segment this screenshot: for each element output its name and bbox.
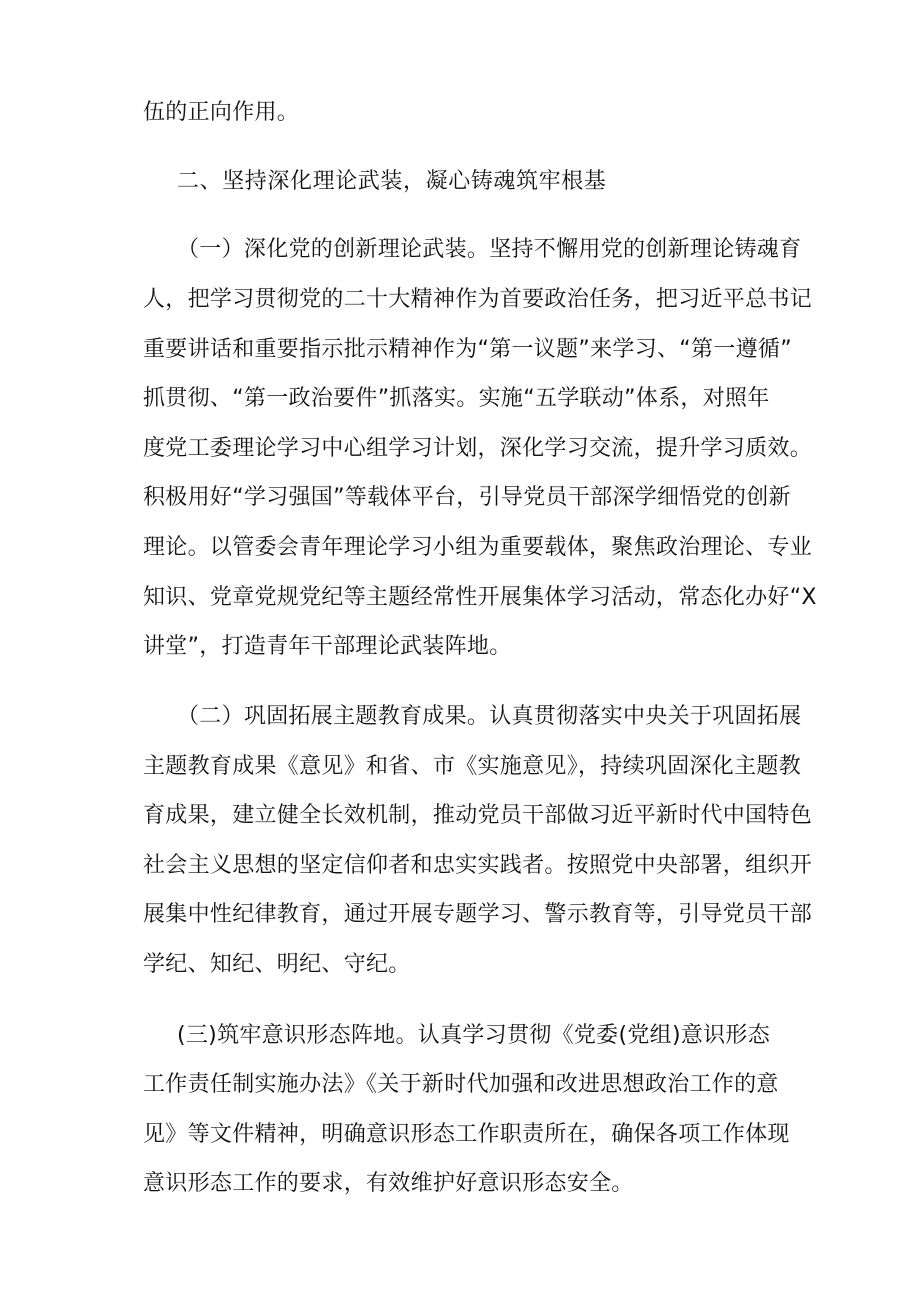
section-heading: 二、坚持深化理论武装，凝心铸魂筑牢根基	[177, 169, 607, 194]
text-line: 伍的正向作用。	[143, 100, 300, 125]
paragraph-1-line: 重要讲话和重要指示批示精神作为“第一议题”来学习、“第一遵循”	[143, 337, 792, 362]
paragraph-2-line: 育成果，建立健全长效机制，推动党员干部做习近平新时代中国特色	[143, 803, 813, 828]
paragraph-1-line: 抓贯彻、“第一政治要件”抓落实。实施“五学联动”体系，对照年	[143, 386, 770, 411]
paragraph-1-line: 讲堂”，打造青年干部理论武装阵地。	[143, 634, 512, 659]
paragraph-2-line: 社会主义思想的坚定信仰者和忠实实践者。按照党中央部署，组织开	[143, 853, 813, 878]
paragraph-1-line: 人，把学习贯彻党的二十大精神作为首要政治任务，把习近平总书记	[143, 287, 813, 312]
paragraph-2-line: （二）巩固拓展主题教育成果。认真贯彻落实中央关于巩固拓展	[177, 704, 802, 729]
paragraph-3-line: 工作责任制实施办法》《关于新时代加强和改进思想政治工作的意	[143, 1072, 779, 1097]
paragraph-3-line: (三)筑牢意识形态阵地。认真学习贯彻《党委(党组)意识形态	[177, 1023, 771, 1048]
paragraph-1-line: 理论。以管委会青年理论学习小组为重要载体，聚焦政治理论、专业	[143, 535, 813, 560]
paragraph-1-line: 度党工委理论学习中心组学习计划，深化学习交流，提升学习质效。	[143, 436, 813, 461]
paragraph-2-line: 主题教育成果《意见》和省、市《实施意见》，持续巩固深化主题教	[143, 754, 802, 779]
paragraph-1-line: 知识、党章党规党纪等主题经常性开展集体学习活动，常态化办好“X	[143, 585, 817, 610]
paragraph-1-line: （一）深化党的创新理论武装。坚持不懈用党的创新理论铸魂育	[177, 237, 802, 262]
paragraph-2-line: 学纪、知纪、明纪、守纪。	[143, 952, 411, 977]
paragraph-1-line: 积极用好“学习强国”等载体平台，引导党员干部深学细悟党的创新	[143, 485, 791, 510]
paragraph-3-line: 见》等文件精神，明确意识形态工作职责所在，确保各项工作体现	[143, 1122, 790, 1147]
paragraph-2-line: 展集中性纪律教育，通过开展专题学习、警示教育等，引导党员干部	[143, 902, 813, 927]
paragraph-3-line: 意识形态工作的要求，有效维护好意识形态安全。	[143, 1171, 634, 1196]
